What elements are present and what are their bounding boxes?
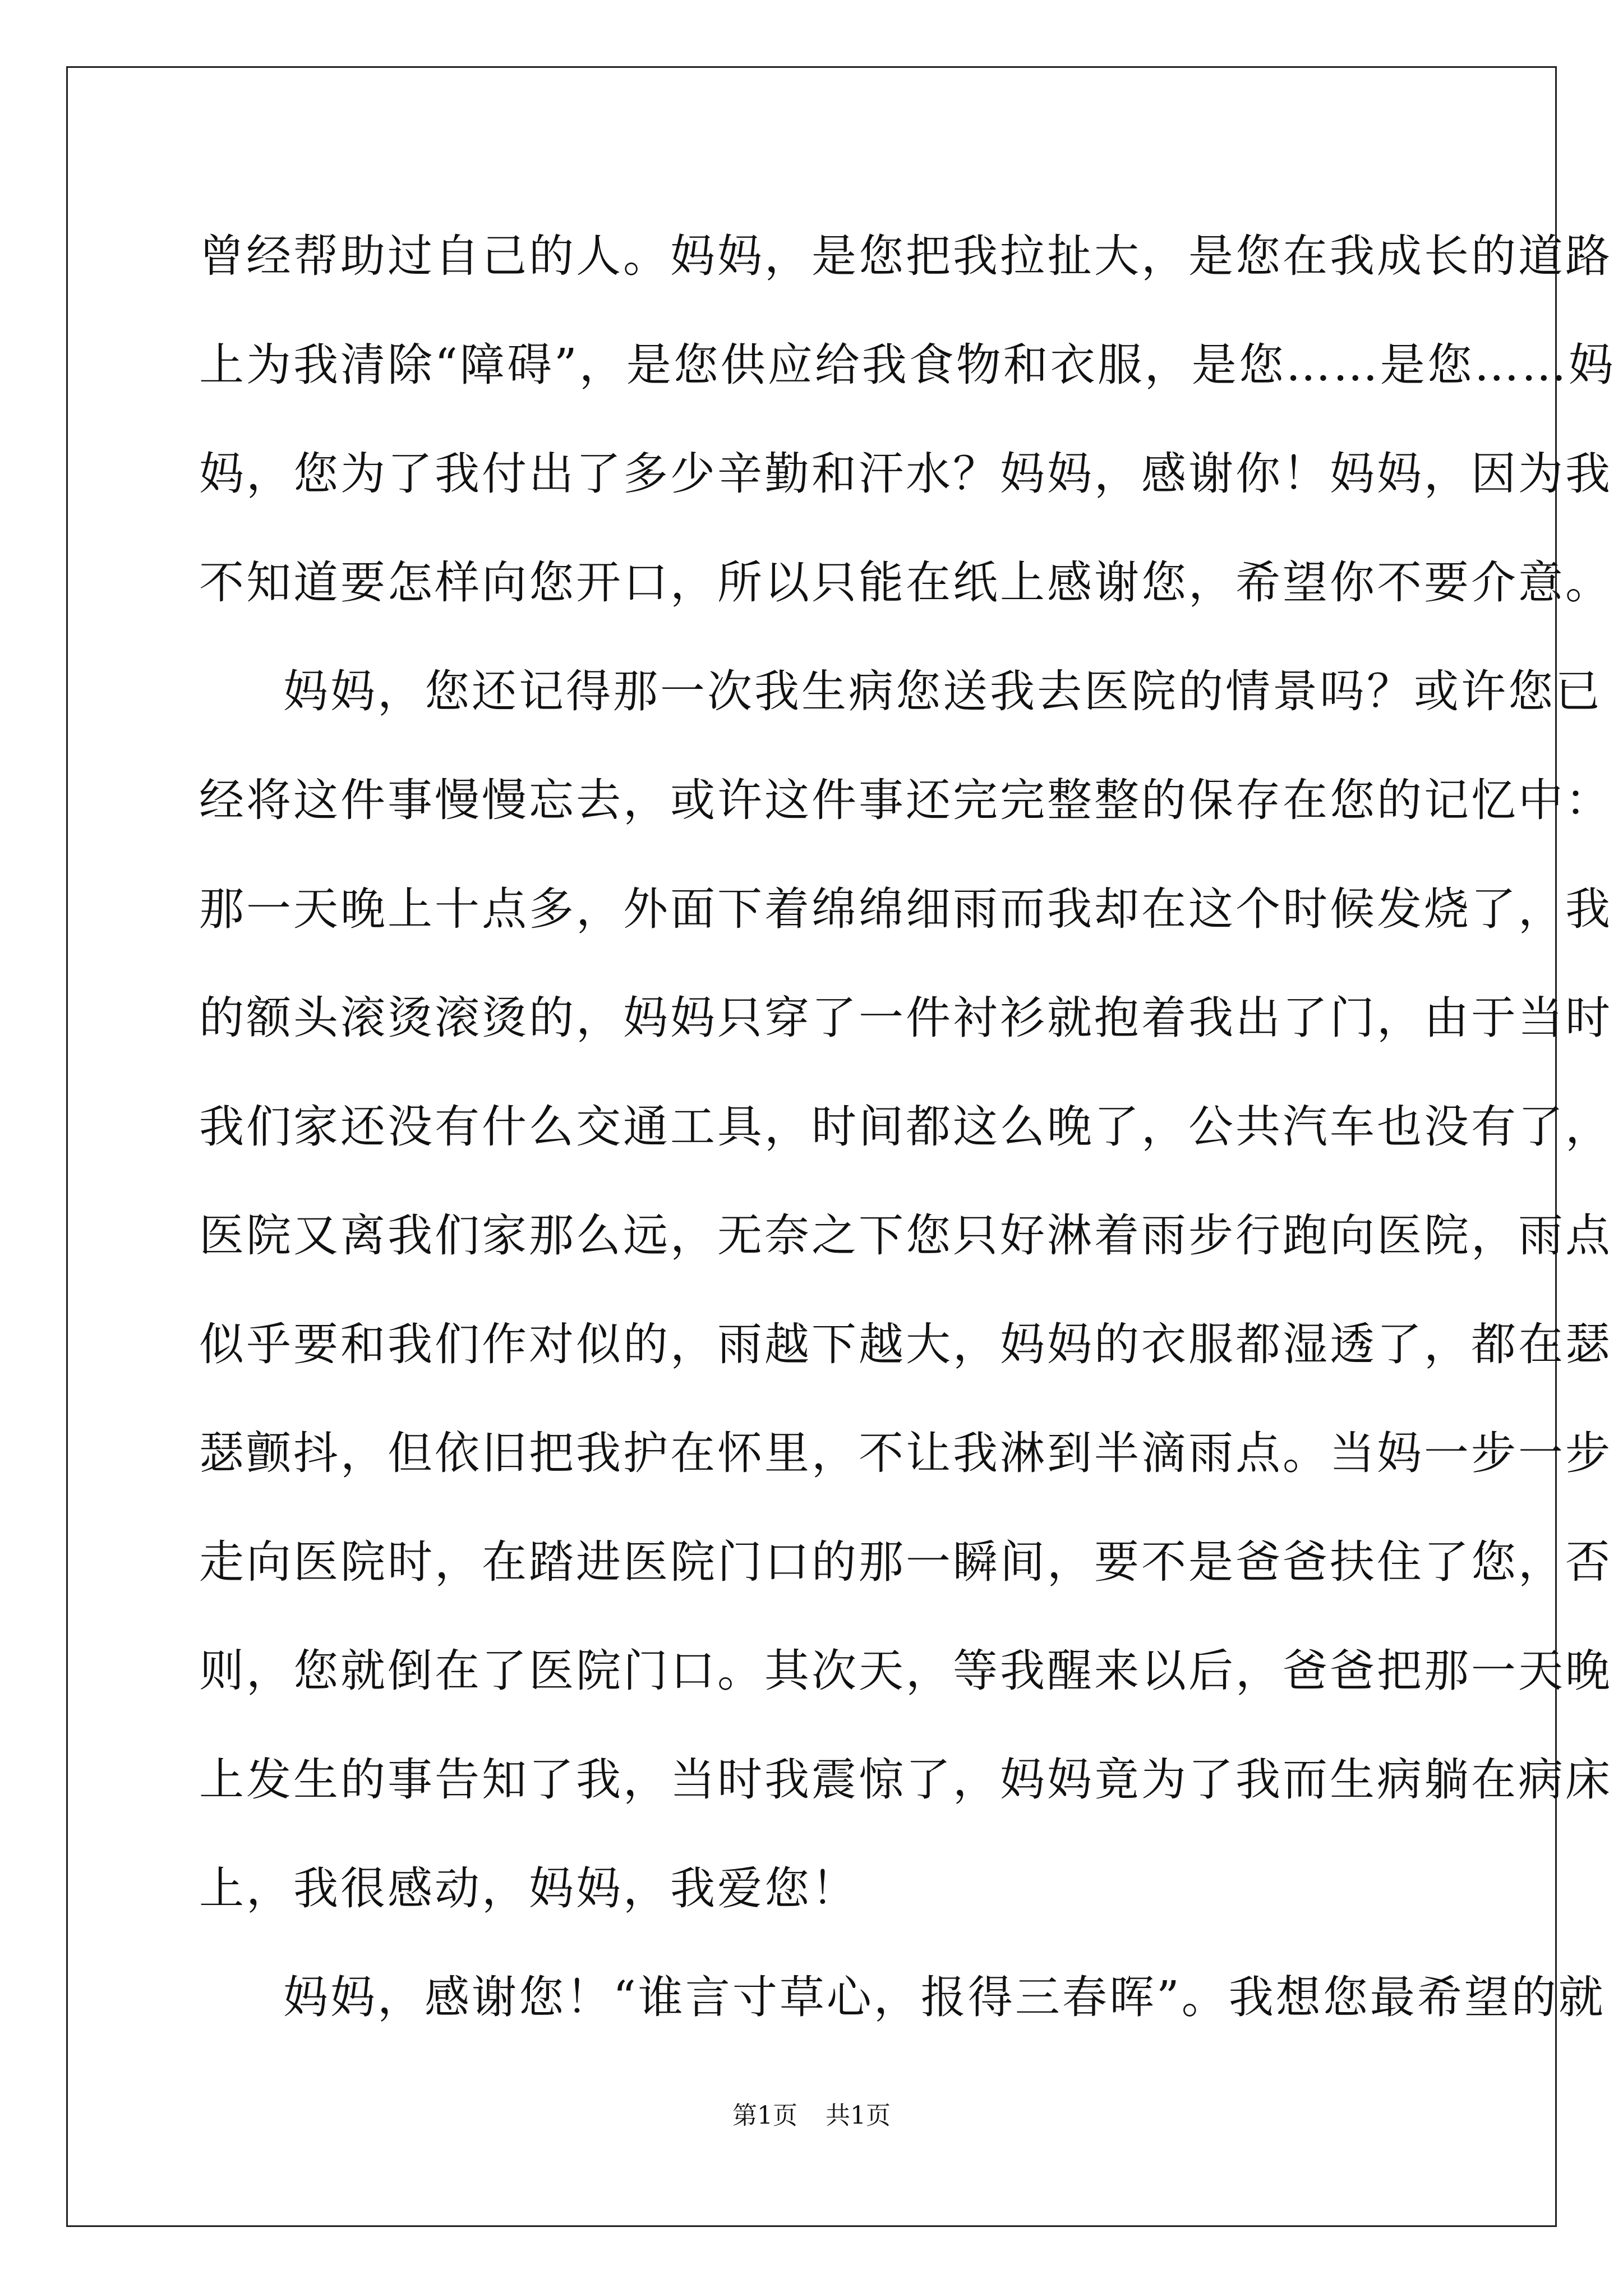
text-line: 上发生的事告知了我，当时我震惊了，妈妈竟为了我而生病躺在病床 xyxy=(199,1754,1612,1806)
text-line: 医院又离我们家那么远，无奈之下您只好淋着雨步行跑向医院，雨点 xyxy=(199,1209,1612,1262)
text-line: 上为我清除“障碍”，是您供应给我食物和衣服，是您……是您……妈 xyxy=(199,339,1616,391)
text-line: 曾经帮助过自己的人。妈妈，是您把我拉扯大，是您在我成长的道路 xyxy=(199,230,1612,282)
text-line: 那一天晚上十点多，外面下着绵绵细雨而我却在这个时候发烧了，我 xyxy=(199,883,1612,935)
page-total: 共1页 xyxy=(826,2101,891,2130)
text-line: 走向医院时，在踏进医院门口的那一瞬间，要不是爸爸扶住了您，否 xyxy=(199,1536,1612,1588)
text-line: 瑟颤抖，但依旧把我护在怀里，不让我淋到半滴雨点。当妈一步一步 xyxy=(199,1427,1612,1479)
paragraph-start-line: 妈妈，您还记得那一次我生病您送我去医院的情景吗？或许您已 xyxy=(283,665,1602,717)
text-line: 经将这件事慢慢忘去，或许这件事还完完整整的保存在您的记忆中： xyxy=(199,774,1612,826)
paragraph-start-line: 妈妈，感谢您！“谁言寸草心，报得三春晖”。我想您最希望的就 xyxy=(283,1971,1606,2023)
text-line: 则，您就倒在了医院门口。其次天，等我醒来以后，爸爸把那一天晚 xyxy=(199,1645,1612,1697)
text-line: 似乎要和我们作对似的，雨越下越大，妈妈的衣服都湿透了，都在瑟 xyxy=(199,1318,1612,1370)
text-line: 不知道要怎样向您开口，所以只能在纸上感谢您，希望你不要介意。 xyxy=(199,556,1612,609)
document-body xyxy=(199,202,1616,2052)
text-line: 妈，您为了我付出了多少辛勤和汗水？妈妈，感谢你！妈妈，因为我 xyxy=(199,448,1612,500)
page-footer xyxy=(0,2099,1623,2133)
text-line: 的额头滚烫滚烫的，妈妈只穿了一件衬衫就抱着我出了门，由于当时 xyxy=(199,992,1612,1044)
text-line: 我们家还没有什么交通工具，时间都这么晚了，公共汽车也没有了， xyxy=(199,1101,1612,1153)
text-line: 上，我很感动，妈妈，我爱您！ xyxy=(199,1862,859,1915)
page-number: 第1页 xyxy=(732,2101,797,2130)
